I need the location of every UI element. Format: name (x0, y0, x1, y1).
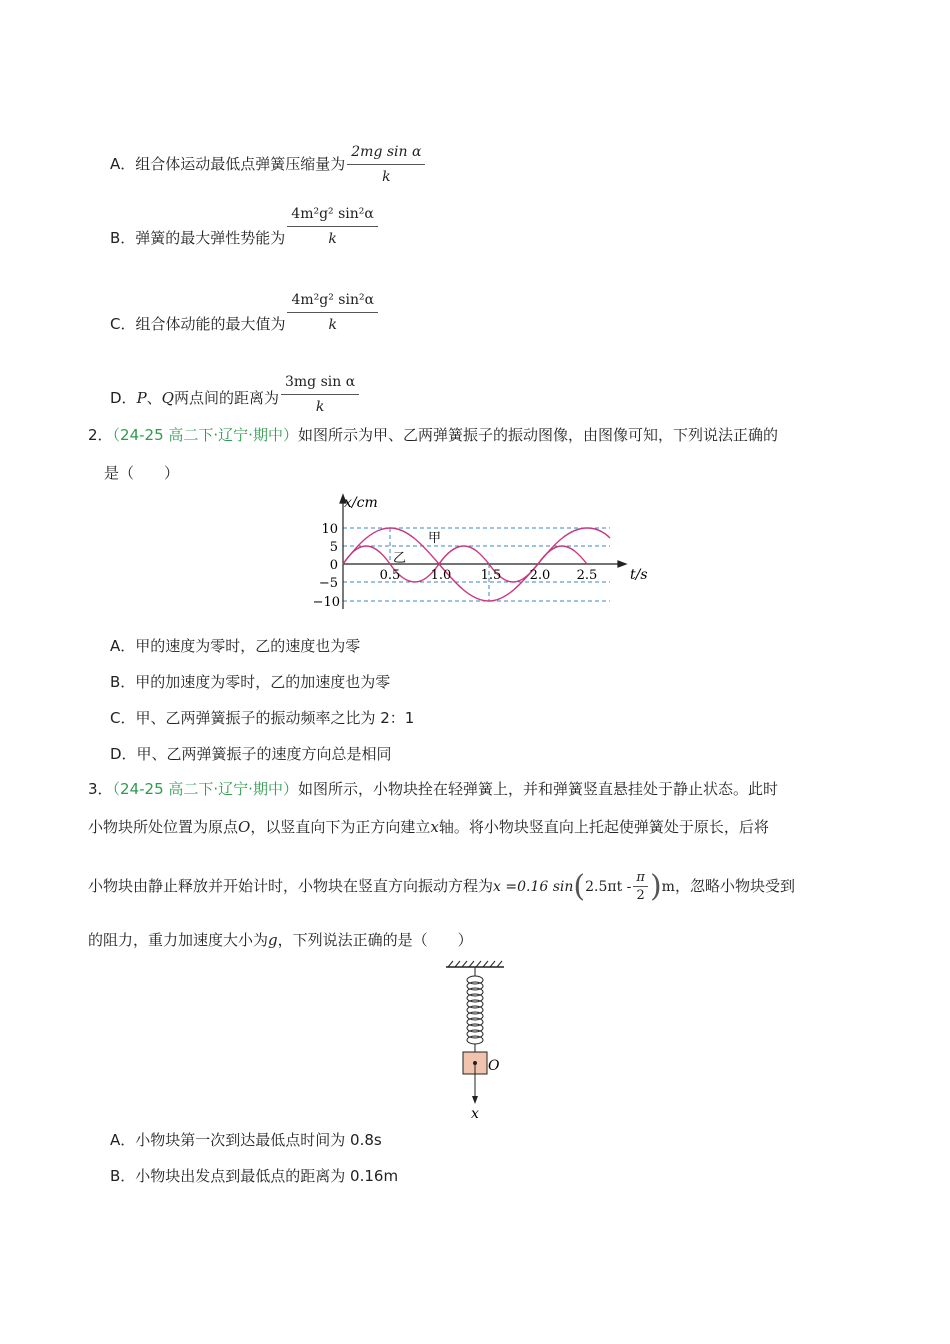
q1-option-d (110, 376, 359, 421)
q1-option-b-label: B．弹簧的最大弹性势能为 (110, 229, 286, 247)
q1-option-b-fraction (287, 204, 378, 249)
curve-yi-label: 乙 (393, 551, 407, 566)
q1-option-b (110, 206, 378, 261)
fraction-numerator: π (633, 869, 648, 887)
q3-number: 3． (88, 780, 113, 798)
y-axis-label: x/cm (344, 495, 378, 511)
y-tick-labels (313, 522, 340, 610)
q3-stem-line-1 (88, 779, 778, 799)
q3-stem-4a: 的阻力，重力加速度大小为 (88, 931, 269, 949)
x-tick-0.5: 0.5 (379, 568, 401, 583)
q2-stem-line-2: 是（ ） (104, 464, 180, 482)
y-tick-neg10: −10 (312, 595, 340, 610)
left-paren: ( (573, 868, 586, 904)
q3-stem-4b: ，下列说法正确的是（ ） (277, 931, 473, 949)
gravity-symbol: g (268, 931, 278, 949)
y-tick-10: 10 (321, 522, 338, 537)
equation-unit: m (661, 878, 675, 895)
fraction-denominator: k (328, 231, 337, 247)
origin-label: O (488, 1058, 500, 1074)
pi-over-2-fraction (633, 869, 648, 904)
equation-left: x =0.16 sin (493, 878, 574, 895)
q1-option-a-fraction (347, 142, 425, 187)
q3-stem-line-3 (88, 866, 795, 907)
origin-symbol: O (238, 818, 251, 836)
motion-equation (493, 867, 675, 907)
q2-option-c: C．甲、乙两弹簧振子的振动频率之比为 2：1 (110, 709, 415, 727)
curve-jia-label: 甲 (428, 531, 442, 546)
fraction-denominator: k (382, 169, 391, 185)
q2-option-d: D．甲、乙两弹簧振子的速度方向总是相同 (110, 745, 392, 763)
q3-option-a: A．小物块第一次到达最低点时间为 0.8s (110, 1131, 382, 1149)
q1-option-a-label: A．组合体运动最低点弹簧压缩量为 (110, 155, 346, 173)
q3-spring-figure (440, 960, 520, 1120)
q2-option-a: A．甲的速度为零时，乙的速度也为零 (110, 637, 361, 655)
q1-option-c-fraction (287, 290, 378, 335)
q1-option-d-fraction (281, 372, 359, 417)
fraction-numerator: 3mg sin α (281, 372, 359, 395)
x-tick-1.0: 1.0 (430, 568, 452, 583)
q1-option-a (110, 142, 425, 187)
y-tick-neg5: −5 (318, 576, 338, 591)
fraction-denominator: 2 (636, 888, 645, 903)
q3-stem-line-4 (88, 930, 473, 950)
x-axis-label: t/s (630, 567, 648, 583)
spring-coil (467, 967, 483, 1052)
q2-source-tag: （24-25 高二下·辽宁·期中） (112, 426, 298, 444)
q3-stem-2b: ，以竖直向下为正方向建立 (250, 818, 431, 836)
point-p-label: P (136, 389, 147, 407)
x-axis-arrow (618, 561, 626, 567)
fraction-numerator: 2mg sin α (347, 142, 425, 165)
q1-option-d-prefix: D． (110, 389, 137, 407)
q3-stem-2a: 小物块所处位置为原点 (88, 818, 239, 836)
q2-stem-line-1 (88, 425, 778, 445)
q3-source-tag: （24-25 高二下·辽宁·期中） (112, 780, 298, 798)
q2-vibration-graph (300, 492, 650, 612)
x-tick-1.5: 1.5 (480, 568, 502, 583)
q1-option-d-label: 两点间的距离为 (173, 389, 279, 407)
fraction-numerator: 4m²g² sin²α (287, 290, 378, 313)
axis-symbol: x (430, 818, 439, 836)
fraction-denominator: k (328, 317, 338, 333)
equation-inner: 2.5πt - (585, 878, 632, 895)
q3-option-b: B．小物块出发点到最低点的距离为 0.16m (110, 1167, 399, 1185)
y-tick-5: 5 (329, 540, 338, 555)
separator: 、 (146, 389, 162, 407)
x-axis-arrow (472, 1096, 478, 1104)
y-tick-0: 0 (329, 558, 338, 573)
q3-stem-3a: 小物块由静止释放并开始计时，小物块在竖直方向振动方程为 (88, 877, 494, 895)
q2-option-b: B．甲的加速度为零时，乙的加速度也为零 (110, 673, 391, 691)
fraction-denominator: k (315, 399, 325, 415)
q3-stem-line-2 (88, 817, 769, 837)
q3-stem-text: 如图所示，小物块拴在轻弹簧上，并和弹簧竖直悬挂处于静止状态。此时 (297, 780, 778, 798)
q1-option-c-label: C．组合体动能的最大值为 (110, 315, 286, 333)
q1-option-c (110, 292, 378, 347)
q3-stem-3b: ，忽略小物块受到 (674, 877, 795, 895)
ceiling-hatch (448, 961, 502, 967)
q2-stem-text: 如图所示为甲、乙两弹簧振子的振动图像，由图像可知，下列说法正确的 (297, 426, 778, 444)
point-q-label: Q (161, 389, 174, 407)
x-tick-labels (380, 568, 598, 583)
right-paren: ) (649, 868, 662, 904)
fraction-numerator: 4m²g² sin²α (287, 204, 378, 227)
x-tick-2.5: 2.5 (576, 568, 598, 583)
q2-number: 2． (88, 426, 113, 444)
q3-stem-2c: 轴。将小物块竖直向上托起使弹簧处于原长，后将 (438, 818, 769, 836)
x-axis-label: x (471, 1106, 479, 1120)
x-tick-2.0: 2.0 (529, 568, 551, 583)
